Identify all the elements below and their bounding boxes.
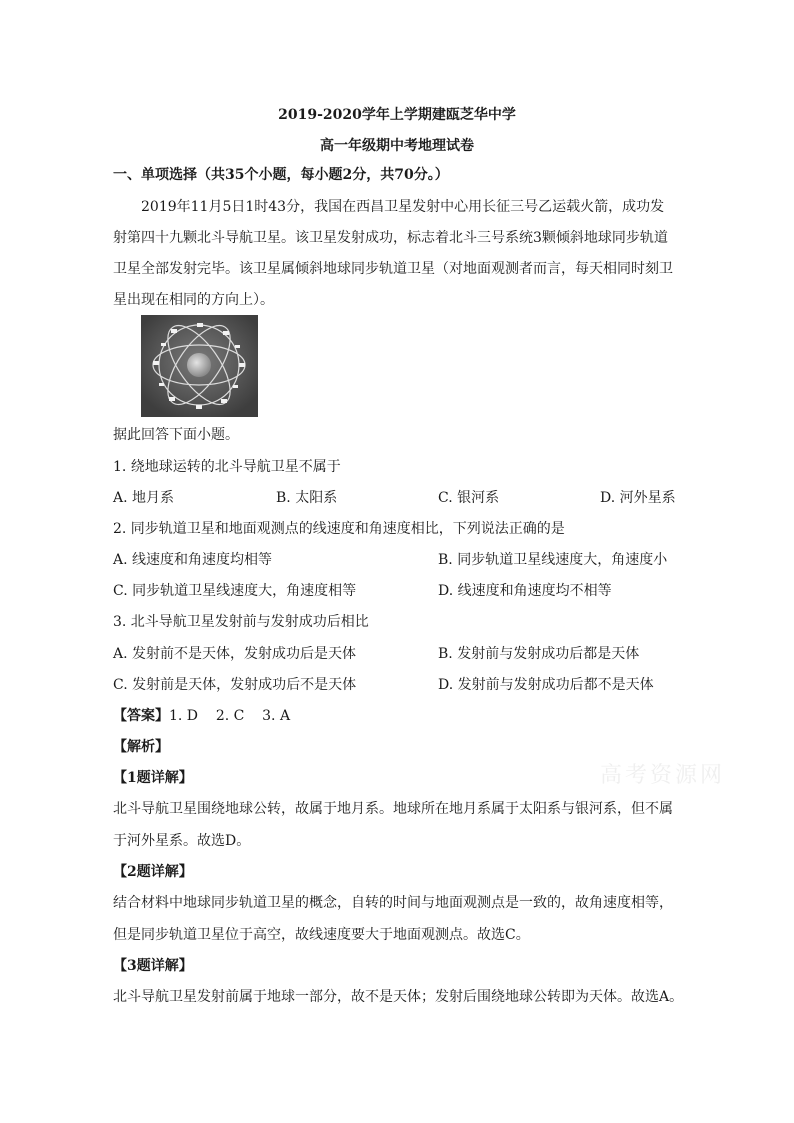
analysis-line: 结合材料中地球同步轨道卫星的概念，自转的时间与地面观测点是一致的，故角速度相等，	[113, 895, 673, 911]
passage-prompt: 据此回答下面小题。	[113, 427, 239, 443]
satellite-orbit-figure	[141, 315, 258, 417]
analysis-heading-2: 【2题详解】	[113, 864, 193, 880]
answer-line	[113, 706, 290, 726]
answer-label: 【答案】	[113, 708, 169, 724]
question-stem-3: 3. 北斗导航卫星发射前与发射成功后相比	[113, 614, 369, 630]
passage-line: 星出现在相同的方向上）。	[113, 292, 274, 308]
q2-option-d: D. 线速度和角速度均不相等	[438, 583, 612, 599]
q2-option-b: B. 同步轨道卫星线速度大，角速度小	[438, 552, 668, 568]
exam-title: 高一年级期中考地理试卷	[320, 138, 474, 154]
q3-option-d: D. 发射前与发射成功后都不是天体	[438, 677, 654, 693]
analysis-line: 北斗导航卫星发射前属于地球一部分，故不是天体；发射后围绕地球公转即为天体。故选A。	[113, 989, 684, 1005]
passage-line: 卫星全部发射完毕。该卫星属倾斜地球同步轨道卫星（对地面观测者而言，每天相同时刻卫	[113, 261, 673, 277]
analysis-line: 但是同步轨道卫星位于高空，故线速度要大于地面观测点。故选C。	[113, 927, 530, 943]
analysis-heading-3: 【3题详解】	[113, 958, 193, 974]
question-stem-1: 1. 绕地球运转的北斗导航卫星不属于	[113, 459, 341, 475]
watermark: 高考资源网	[600, 763, 726, 788]
question-stem-2: 2. 同步轨道卫星和地面观测点的线速度和角速度相比，下列说法正确的是	[113, 521, 565, 537]
answer-text: 1. D 2. C 3. A	[169, 708, 291, 724]
q3-option-c: C. 发射前是天体，发射成功后不是天体	[113, 677, 357, 693]
q1-option-a: A. 地月系	[113, 490, 175, 506]
q1-option-c: C. 银河系	[438, 490, 500, 506]
passage-line: 射第四十九颗北斗导航卫星。该卫星发射成功，标志着北斗三号系统3颗倾斜地球同步轨道	[113, 230, 668, 246]
satellite-orbit-image	[141, 315, 258, 417]
school-title: 2019-2020学年上学期建瓯芝华中学	[278, 107, 516, 123]
q3-option-a: A. 发射前不是天体，发射成功后是天体	[113, 646, 357, 662]
q3-option-b: B. 发射前与发射成功后都是天体	[438, 646, 640, 662]
passage-line: 2019年11月5日1时43分，我国在西昌卫星发射中心用长征三号乙运载火箭，成功发	[141, 199, 665, 215]
q1-option-b: B. 太阳系	[276, 490, 338, 506]
section-heading: 一、单项选择（共35个小题，每小题2分，共70分。）	[113, 167, 449, 183]
analysis-heading-1: 【1题详解】	[113, 770, 193, 786]
analysis-line: 于河外星系。故选D。	[113, 833, 251, 849]
q2-option-c: C. 同步轨道卫星线速度大，角速度相等	[113, 583, 357, 599]
q1-option-d: D. 河外星系	[600, 490, 676, 506]
analysis-label: 【解析】	[113, 739, 169, 755]
analysis-line: 北斗导航卫星围绕地球公转，故属于地月系。地球所在地月系属于太阳系与银河系，但不属	[113, 801, 673, 817]
q2-option-a: A. 线速度和角速度均相等	[113, 552, 273, 568]
